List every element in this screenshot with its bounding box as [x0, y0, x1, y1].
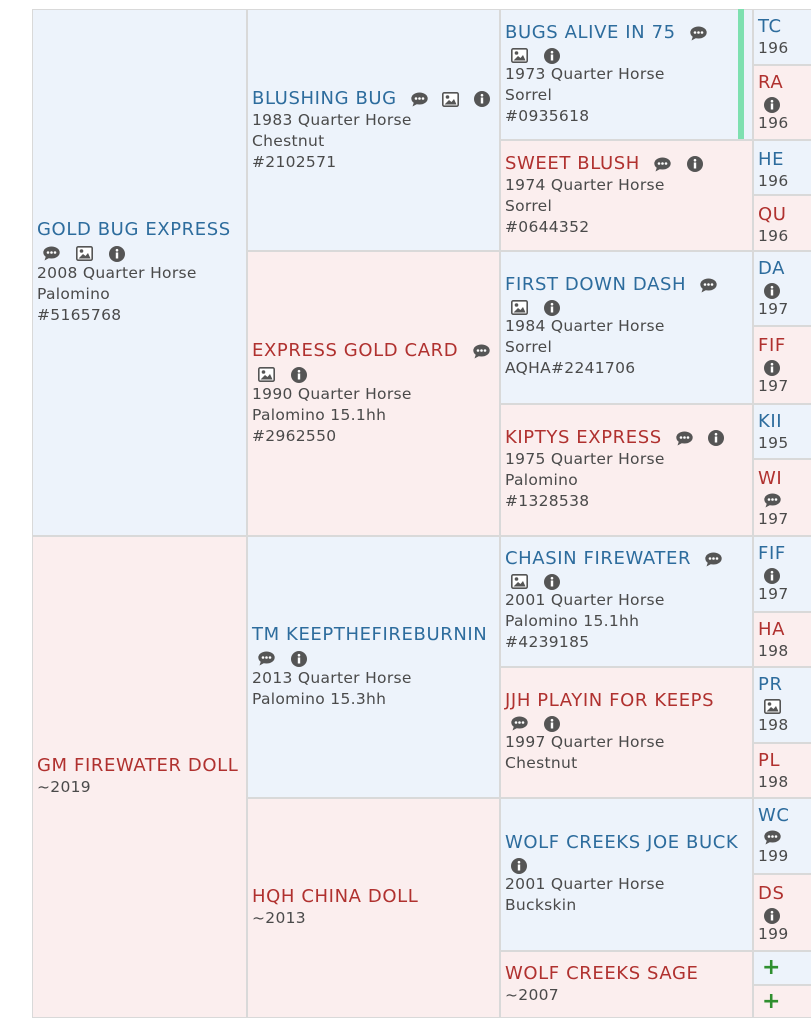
- pedigree-cell-dam: [753, 326, 811, 404]
- pedigree-cell-sire: [32, 9, 247, 536]
- pedigree-cell-sire: [500, 9, 753, 140]
- horse-name-link[interactable]: HQH CHINA DOLL: [252, 886, 419, 907]
- pedigree-cell-dam: [247, 798, 500, 1018]
- detail-line: #5165768: [37, 306, 122, 324]
- pedigree-cell-sire: [753, 404, 811, 459]
- detail-line: 1975 Quarter Horse: [505, 450, 665, 468]
- pedigree-cell-dam: [753, 459, 811, 536]
- pedigree-cell-dam: [32, 536, 247, 1018]
- pedigree-cell-sire: [500, 536, 753, 667]
- photo-icon[interactable]: [764, 699, 781, 714]
- horse-name[interactable]: FIRST DOWN DASH: [505, 274, 687, 295]
- pedigree-cell-dam: [753, 65, 811, 140]
- detail-line: Chestnut: [505, 754, 578, 772]
- horse-name-link[interactable]: [505, 427, 750, 449]
- horse-name-link[interactable]: DA: [758, 258, 786, 279]
- horse-name-link[interactable]: WI: [758, 468, 783, 489]
- pedigree-cell-dam: [753, 985, 811, 1018]
- pedigree-cell-dam: [500, 951, 753, 1018]
- horse-details: [252, 384, 497, 447]
- info-icon[interactable]: [291, 367, 307, 383]
- photo-icon[interactable]: [258, 367, 275, 382]
- photo-icon[interactable]: [76, 246, 93, 261]
- detail-line: 198: [758, 773, 789, 791]
- comment-icon[interactable]: [764, 493, 781, 508]
- pedigree-cell-sire: [753, 667, 811, 743]
- detail-line: 2008 Quarter Horse: [37, 264, 197, 282]
- pedigree-cell-sire: [247, 536, 500, 798]
- detail-line: 1974 Quarter Horse: [505, 176, 665, 194]
- pedigree-cell-sire: [247, 9, 500, 251]
- detail-line: 197: [758, 300, 789, 318]
- comment-icon[interactable]: [258, 651, 275, 666]
- info-icon[interactable]: [764, 283, 780, 299]
- horse-name-link[interactable]: WOLF CREEKS JOE BUCK: [505, 832, 739, 853]
- horse-name[interactable]: BUGS ALIVE IN 75: [505, 22, 676, 43]
- detail-line: Sorrel: [505, 86, 553, 104]
- detail-line: Sorrel: [505, 197, 553, 215]
- horse-name[interactable]: EXPRESS GOLD CARD: [252, 340, 459, 361]
- detail-line: ~2007: [505, 986, 559, 1004]
- detail-line: #4239185: [505, 633, 590, 651]
- detail-line: Buckskin: [505, 896, 577, 914]
- detail-line: 2001 Quarter Horse: [505, 591, 665, 609]
- info-icon[interactable]: [764, 97, 780, 113]
- info-icon[interactable]: [708, 430, 724, 446]
- horse-name-link[interactable]: DS: [758, 883, 785, 904]
- info-icon[interactable]: [687, 156, 703, 172]
- horse-name-link[interactable]: [505, 153, 750, 175]
- horse-details: [505, 874, 750, 916]
- info-icon[interactable]: [544, 300, 560, 316]
- detail-line: #2102571: [252, 153, 337, 171]
- detail-line: Sorrel: [505, 338, 553, 356]
- horse-name-link[interactable]: KII: [758, 411, 783, 432]
- comment-icon[interactable]: [764, 830, 781, 845]
- info-icon[interactable]: [109, 246, 125, 262]
- info-icon[interactable]: [544, 574, 560, 590]
- info-icon[interactable]: [764, 908, 780, 924]
- add-ancestor-button[interactable]: +: [762, 989, 781, 1014]
- pedigree-cell-sire: [753, 536, 811, 612]
- info-icon[interactable]: [764, 360, 780, 376]
- horse-name-link[interactable]: FIF: [758, 543, 786, 564]
- detail-line: 199: [758, 925, 789, 943]
- detail-line: #0935618: [505, 107, 590, 125]
- horse-name-link[interactable]: FIF: [758, 335, 786, 356]
- horse-name-link[interactable]: PL: [758, 750, 781, 771]
- horse-name-link[interactable]: [505, 274, 750, 296]
- pedigree-cell-sire: [500, 251, 753, 404]
- horse-name-link[interactable]: HE: [758, 149, 785, 170]
- detail-line: #0644352: [505, 218, 590, 236]
- detail-line: Chestnut: [252, 132, 325, 150]
- detail-line: Palomino: [37, 285, 111, 303]
- detail-line: Palomino: [505, 471, 579, 489]
- horse-name-link[interactable]: JJH PLAYIN FOR KEEPS: [505, 690, 715, 711]
- horse-name-link[interactable]: QU: [758, 204, 787, 225]
- horse-details: [505, 590, 750, 653]
- comment-icon[interactable]: [473, 344, 490, 359]
- info-icon[interactable]: [511, 858, 527, 874]
- detail-line: 1984 Quarter Horse: [505, 317, 665, 335]
- detail-line: 196: [758, 172, 789, 190]
- comment-icon[interactable]: [654, 157, 671, 172]
- pedigree-cell-dam: [753, 743, 811, 798]
- horse-name[interactable]: BLUSHING BUG: [252, 88, 397, 109]
- comment-icon[interactable]: [705, 552, 722, 567]
- pedigree-cell-dam: [500, 404, 753, 536]
- horse-name-link[interactable]: [505, 548, 750, 570]
- horse-details: [505, 64, 750, 127]
- detail-line: 196: [758, 114, 789, 132]
- detail-line: Palomino 15.1hh: [505, 612, 640, 630]
- info-icon[interactable]: [544, 48, 560, 64]
- horse-name[interactable]: CHASIN FIREWATER: [505, 548, 692, 569]
- detail-line: ~2013: [252, 909, 306, 927]
- info-icon[interactable]: [544, 716, 560, 732]
- horse-details: [37, 263, 244, 326]
- horse-name-link[interactable]: PR: [758, 674, 783, 695]
- comment-icon[interactable]: [511, 716, 528, 731]
- detail-line: #2962550: [252, 427, 337, 445]
- info-icon[interactable]: [291, 651, 307, 667]
- horse-details: [252, 908, 497, 929]
- horse-name-link[interactable]: TC: [758, 16, 782, 37]
- pedigree-cell-dam: [500, 140, 753, 251]
- photo-icon[interactable]: [511, 574, 528, 589]
- detail-line: Palomino 15.1hh: [252, 406, 387, 424]
- horse-name-link[interactable]: [252, 88, 497, 110]
- pedigree-cell-sire: [753, 951, 811, 985]
- detail-line: 196: [758, 39, 789, 57]
- horse-name[interactable]: KIPTYS EXPRESS: [505, 427, 662, 448]
- horse-details: [252, 668, 497, 710]
- pedigree-cell-sire: [753, 9, 811, 65]
- horse-name-link[interactable]: [505, 22, 750, 44]
- detail-line: AQHA#2241706: [505, 359, 636, 377]
- comment-icon[interactable]: [700, 278, 717, 293]
- horse-details: [505, 449, 750, 512]
- comment-icon[interactable]: [43, 246, 60, 261]
- detail-line: 1997 Quarter Horse: [505, 733, 665, 751]
- photo-icon[interactable]: [511, 300, 528, 315]
- horse-name-link[interactable]: WOLF CREEKS SAGE: [505, 963, 699, 984]
- horse-details: [505, 985, 750, 1006]
- horse-details: [37, 777, 244, 798]
- horse-name-link[interactable]: WC: [758, 805, 790, 826]
- detail-line: 1973 Quarter Horse: [505, 65, 665, 83]
- info-icon[interactable]: [764, 568, 780, 584]
- horse-details: [252, 110, 497, 173]
- horse-name-link[interactable]: GOLD BUG EXPRESS: [37, 219, 231, 240]
- detail-line: 2013 Quarter Horse: [252, 669, 412, 687]
- comment-icon[interactable]: [690, 26, 707, 41]
- detail-line: 196: [758, 227, 789, 245]
- detail-line: 198: [758, 716, 789, 734]
- pedigree-cell-sire: [500, 798, 753, 951]
- info-icon[interactable]: [474, 91, 490, 107]
- horse-details: [505, 732, 750, 774]
- detail-line: 197: [758, 585, 789, 603]
- photo-icon[interactable]: [442, 92, 459, 107]
- pedigree-cell-sire: [753, 251, 811, 326]
- horse-name[interactable]: SWEET BLUSH: [505, 153, 640, 174]
- pedigree-cell-dam: [500, 667, 753, 798]
- pedigree-cell-dam: [753, 874, 811, 951]
- pedigree-cell-dam: [753, 195, 811, 251]
- detail-line: 198: [758, 642, 789, 660]
- detail-line: 197: [758, 510, 789, 528]
- add-ancestor-button[interactable]: +: [762, 955, 781, 980]
- scroll-indicator[interactable]: [738, 9, 744, 139]
- pedigree-cell-dam: [753, 612, 811, 667]
- detail-line: 2001 Quarter Horse: [505, 875, 665, 893]
- horse-name-link[interactable]: RA: [758, 72, 784, 93]
- horse-name-link[interactable]: [252, 340, 497, 362]
- detail-line: 195: [758, 434, 789, 452]
- pedigree-cell-sire: [753, 140, 811, 195]
- pedigree-cell-dam: [247, 251, 500, 536]
- comment-icon[interactable]: [411, 92, 428, 107]
- horse-details: [505, 175, 750, 238]
- pedigree-cell-sire: [753, 798, 811, 874]
- detail-line: #1328538: [505, 492, 590, 510]
- detail-line: ~2019: [37, 778, 91, 796]
- detail-line: 1990 Quarter Horse: [252, 385, 412, 403]
- detail-line: Palomino 15.3hh: [252, 690, 387, 708]
- horse-name-link[interactable]: HA: [758, 619, 786, 640]
- horse-name-link[interactable]: TM KEEPTHEFIREBURNIN: [252, 624, 488, 645]
- detail-line: 199: [758, 847, 789, 865]
- detail-line: 1983 Quarter Horse: [252, 111, 412, 129]
- photo-icon[interactable]: [511, 48, 528, 63]
- horse-details: [505, 316, 750, 379]
- detail-line: 197: [758, 377, 789, 395]
- horse-name-link[interactable]: GM FIREWATER DOLL: [37, 755, 239, 776]
- comment-icon[interactable]: [676, 431, 693, 446]
- pedigree-chart: [32, 9, 811, 1018]
